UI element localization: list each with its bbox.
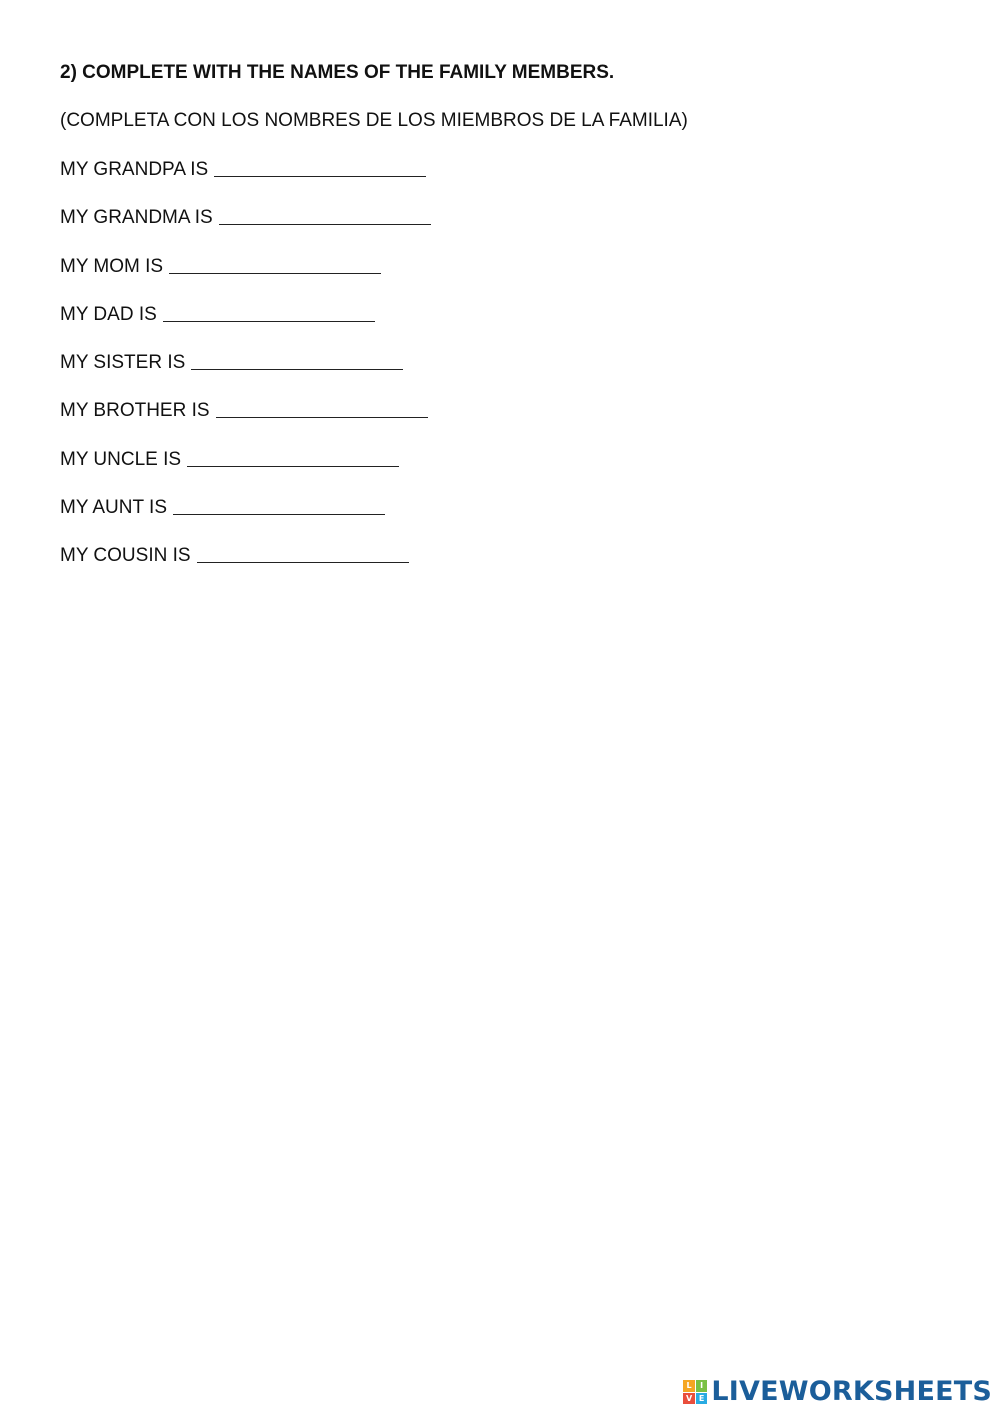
liveworksheets-logo-icon	[683, 1380, 707, 1404]
fill-row-label: MY SISTER IS	[60, 352, 186, 374]
fill-row-dad	[60, 300, 960, 328]
fill-row-label: MY COUSIN IS	[60, 545, 191, 567]
exercise-title: 2) COMPLETE WITH THE NAMES OF THE FAMILY MEMBERS.	[60, 62, 615, 83]
logo-mark-i: I	[696, 1380, 708, 1392]
answer-blank[interactable]	[216, 398, 428, 418]
answer-blank[interactable]	[219, 205, 431, 225]
answer-blank[interactable]	[214, 157, 426, 177]
answer-blank[interactable]	[197, 543, 409, 563]
fill-row-mom	[60, 252, 960, 280]
fill-row-label: MY GRANDPA IS	[60, 159, 209, 180]
worksheet	[60, 59, 960, 590]
answer-blank[interactable]	[191, 350, 403, 370]
exercise-subtitle: (COMPLETA CON LOS NOMBRES DE LOS MIEMBROS DE LA FAMILIA)	[60, 110, 688, 131]
fill-row-label: MY GRANDMA IS	[60, 207, 213, 229]
fill-row-label: MY BROTHER IS	[60, 400, 210, 422]
fill-row-label: MY UNCLE IS	[60, 448, 182, 470]
fill-row-cousin	[60, 541, 960, 569]
fill-row-label: MY AUNT IS	[60, 497, 167, 519]
fill-row-label: MY DAD IS	[60, 303, 157, 325]
fill-row-uncle	[60, 445, 960, 473]
logo-wordmark: LIVEWORKSHEETS	[711, 1376, 992, 1407]
fill-row-label: MY MOM IS	[60, 255, 164, 277]
liveworksheets-logo	[683, 1377, 992, 1407]
logo-mark-e: E	[696, 1393, 708, 1405]
fill-row-brother	[60, 396, 960, 424]
logo-mark-l: L	[683, 1380, 695, 1392]
answer-blank[interactable]	[169, 254, 381, 274]
answer-blank[interactable]	[187, 447, 399, 467]
answer-blank[interactable]	[163, 302, 375, 322]
answer-blank[interactable]	[173, 495, 385, 515]
fill-row-grandma	[60, 203, 960, 231]
fill-row-grandpa	[60, 155, 960, 183]
fill-row-aunt	[60, 493, 960, 521]
fill-row-sister	[60, 348, 960, 376]
logo-mark-v: V	[683, 1393, 695, 1405]
